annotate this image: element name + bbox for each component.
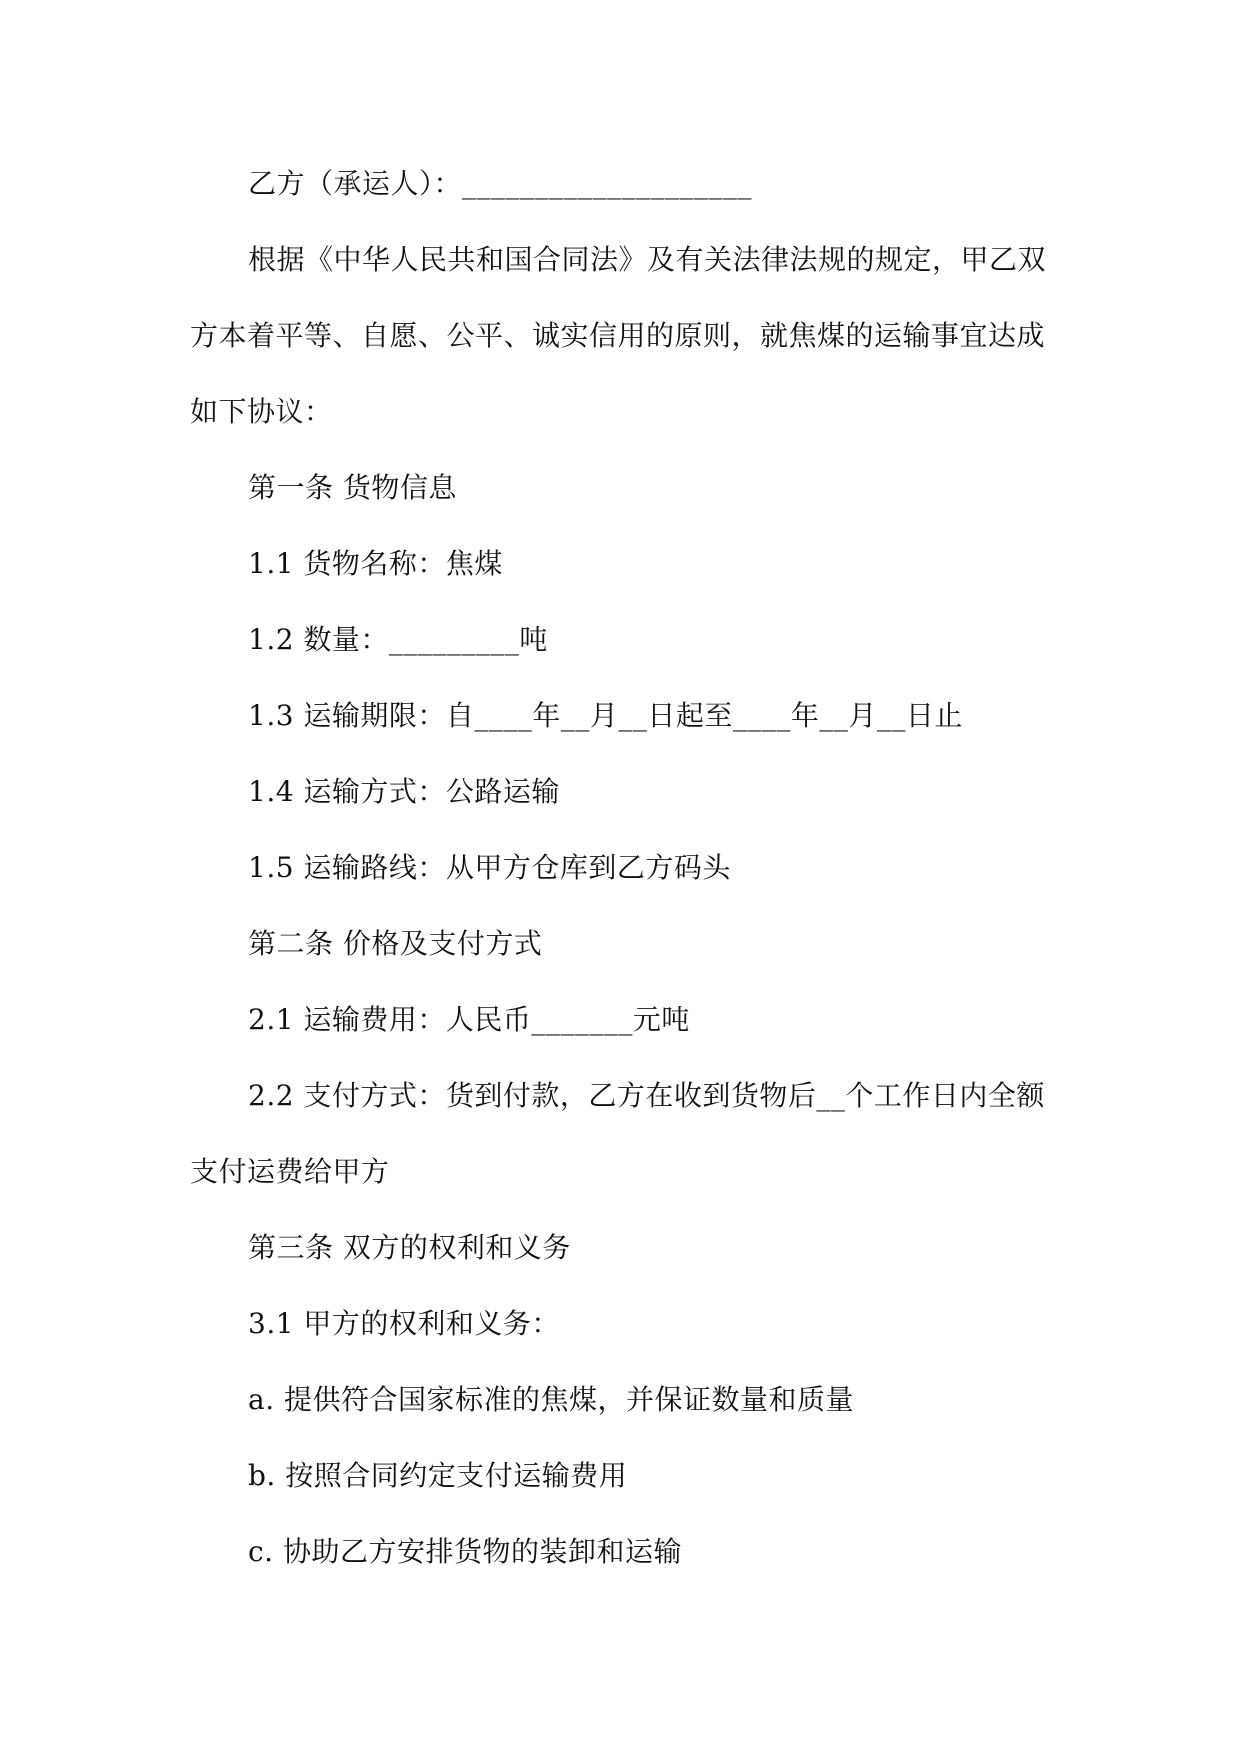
clause-3-1-a: a. 提供符合国家标准的焦煤，并保证数量和质量 xyxy=(248,1383,854,1416)
clause-1-4: 1.4 运输方式：公路运输 xyxy=(248,775,560,808)
clause-2-2: 2.2 支付方式：货到付款，乙方在收到货物后__个工作日内全额支付运费给甲方 xyxy=(190,1079,1045,1188)
paragraph-party-b: 乙方（承运人）：____________________ xyxy=(248,167,753,200)
clause-3-1: 3.1 甲方的权利和义务： xyxy=(248,1307,560,1340)
article-3-heading: 第三条 双方的权利和义务 xyxy=(248,1231,571,1264)
clause-3-1-c: c. 协助乙方安排货物的装卸和运输 xyxy=(248,1535,682,1568)
document-body xyxy=(190,146,1060,1590)
clause-2-1: 2.1 运输费用：人民币_______元吨 xyxy=(248,1003,690,1036)
clause-1-5: 1.5 运输路线：从甲方仓库到乙方码头 xyxy=(248,851,731,884)
article-2-heading: 第二条 价格及支付方式 xyxy=(248,927,543,960)
clause-1-2: 1.2 数量：_________吨 xyxy=(248,623,548,656)
clause-3-1-b: b. 按照合同约定支付运输费用 xyxy=(248,1459,628,1492)
clause-1-3: 1.3 运输期限：自____年__月__日起至____年__月__日止 xyxy=(248,699,963,732)
article-1-heading: 第一条 货物信息 xyxy=(248,471,457,504)
clause-1-1: 1.1 货物名称：焦煤 xyxy=(248,547,503,580)
paragraph-preamble: 根据《中华人民共和国合同法》及有关法律法规的规定，甲乙双方本着平等、自愿、公平、诚实信用的原则，就焦煤的运输事宜达成如下协议： xyxy=(190,243,1047,428)
